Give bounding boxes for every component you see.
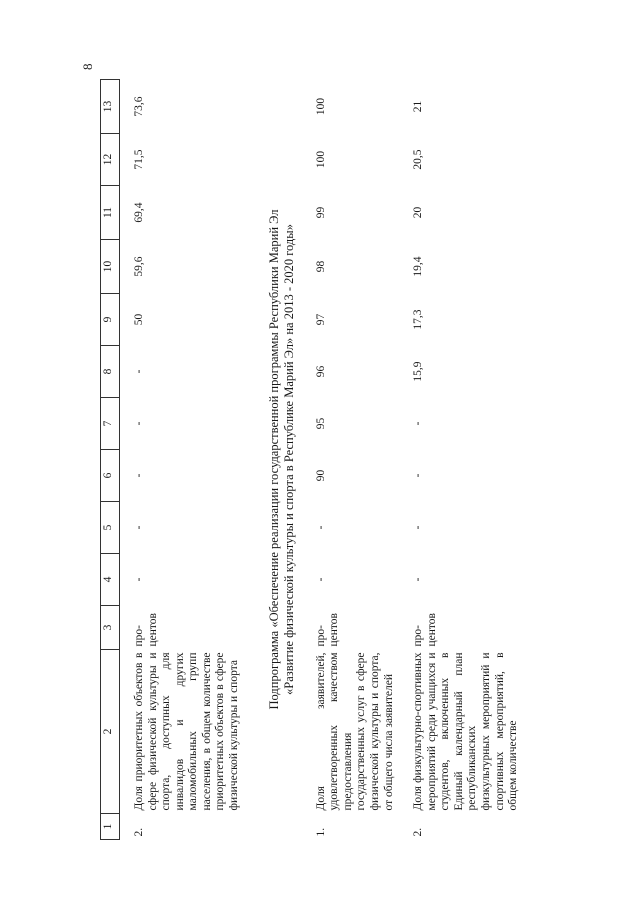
row-number: 1. — [314, 827, 327, 837]
page-number: 8 — [80, 63, 95, 70]
value-cell: - — [412, 525, 425, 530]
value-cell: 95 — [314, 417, 327, 430]
unit: про-центов — [412, 613, 438, 647]
column-header: 12 — [101, 134, 120, 186]
table-row — [312, 80, 399, 840]
value-cell: 21 — [412, 100, 425, 113]
column-number-row — [101, 80, 120, 840]
value-cell: 73,6 — [133, 96, 145, 117]
column-header: 3 — [101, 606, 120, 650]
value-cell: 19,4 — [412, 256, 425, 277]
value-cell: 99 — [314, 206, 327, 219]
indicator-name: Доля физкультурно-спортивных мероприятий среди учащихся и студентов, включенных в Единый календарный план республиканских физкультурных мероприятий и спортивных мероприятий, в общем количестве — [412, 652, 520, 811]
row-number: 2. — [412, 827, 425, 837]
value-cell: 20 — [412, 206, 425, 219]
column-header: 7 — [101, 398, 120, 450]
rotated-table-container — [100, 80, 530, 840]
value-cell: 98 — [314, 260, 327, 273]
column-header: 8 — [101, 346, 120, 398]
value-cell: - — [314, 525, 327, 530]
column-header: 1 — [101, 814, 120, 840]
indicators-table — [100, 79, 524, 840]
table-row — [130, 80, 245, 840]
subprogram-title-row — [245, 80, 312, 840]
value-cell: - — [133, 421, 145, 426]
value-cell: - — [133, 369, 145, 374]
value-cell: 69,4 — [133, 202, 145, 223]
column-header: 13 — [101, 80, 120, 134]
row-number: 2. — [133, 827, 145, 837]
value-cell: 15,9 — [412, 361, 425, 382]
column-header: 2 — [101, 650, 120, 814]
value-cell: - — [412, 577, 425, 582]
subprogram-title — [245, 80, 312, 840]
value-cell: - — [412, 421, 425, 426]
column-header: 10 — [101, 240, 120, 294]
value-cell: - — [133, 525, 145, 530]
value-cell: - — [133, 577, 145, 582]
column-header: 5 — [101, 502, 120, 554]
value-cell: - — [314, 577, 327, 582]
value-cell: 50 — [133, 313, 145, 326]
table-row — [409, 80, 524, 840]
indicator-name: Доля приоритетных объектов в сфере физической культуры и спорта, доступных для инвалидов и других маломобильных групп населения, в общем количестве приоритетных объектов в сфере физической культуры и спорта — [133, 652, 240, 811]
column-header: 6 — [101, 450, 120, 502]
subprogram-title-line: Подпрограмма «Обеспечение реализации государственной программы Республики Марий Эл — [266, 209, 281, 710]
column-header: 9 — [101, 294, 120, 346]
value-cell: 90 — [314, 469, 327, 482]
value-cell: 71,5 — [133, 149, 145, 170]
value-cell: - — [412, 473, 425, 478]
value-cell: - — [133, 473, 145, 478]
indicator-name: Доля заявителей, удовлетворенных качеством предоставления государственных услуг в сфере физической культуры и спорта, от общего числа заявителей — [314, 652, 395, 811]
value-cell: 96 — [314, 365, 327, 378]
unit: про-центов — [314, 613, 341, 647]
column-header: 4 — [101, 554, 120, 606]
value-cell: 100 — [314, 97, 327, 116]
value-cell: 97 — [314, 313, 327, 326]
subprogram-title-line: «Развитие физической культуры и спорта в Республике Марий Эл» на 2013 - 2020 годы» — [282, 224, 297, 695]
value-cell: 17,3 — [412, 309, 425, 330]
column-header: 11 — [101, 186, 120, 240]
value-cell: 100 — [314, 150, 327, 169]
unit: про-центов — [133, 613, 159, 647]
value-cell: 59,6 — [133, 256, 145, 277]
value-cell: 20,5 — [412, 149, 425, 170]
